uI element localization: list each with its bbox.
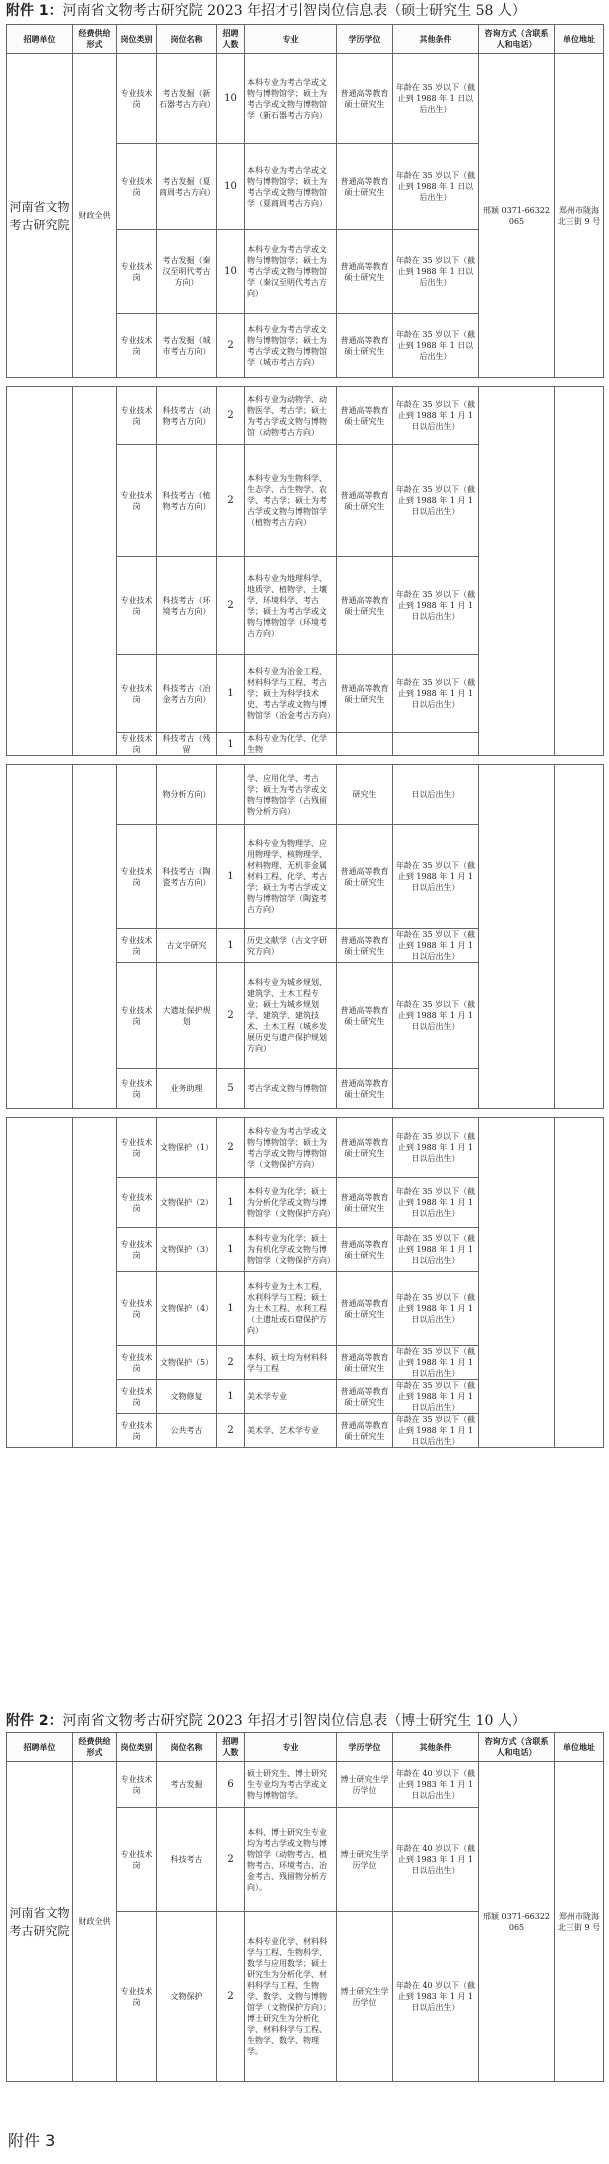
major-cell: 本科专业为考古学或文物与博物馆学；硕士为考古学或文物与博物馆学（新石器考古方向） (245, 54, 337, 144)
major-cell: 考古学或文物与博物馆 (245, 1069, 337, 1109)
position-name-cell: 科技考古（植物考古方向） (157, 445, 217, 557)
column-header: 经费供给形式 (73, 25, 117, 54)
major-cell: 本科专业为生物科学、生态学、古生物学、农学、考古学；硕士为考古学或文物与博物馆学（植物考古方向） (245, 445, 337, 557)
master-positions-table (6, 24, 604, 1448)
education-cell: 研究生 (337, 765, 393, 825)
appendix-label: 附件 1： (6, 3, 63, 19)
headcount-cell: 10 (217, 54, 245, 144)
education-cell: 普通高等教育硕士研究生 (337, 230, 393, 314)
conditions-cell: 年龄在 35 岁以下（截止到 1988 年 1 日以后出生） (393, 314, 479, 378)
address-cell (555, 765, 604, 1109)
position-name-cell: 考古发掘（夏商周考古方向） (157, 144, 217, 230)
page-break-gap (7, 1109, 604, 1118)
education-cell: 普通高等教育硕士研究生 (337, 963, 393, 1069)
address-cell (555, 1118, 604, 1448)
education-cell: 普通高等教育硕士研究生 (337, 1178, 393, 1228)
headcount-cell: 2 (217, 557, 245, 655)
major-cell: 本科专业为考古学或文物与博物馆学；硕士为考古学或文物与博物馆学（秦汉至明代考古方向） (245, 230, 337, 314)
conditions-cell: 年龄在 35 岁以下（截止到 1988 年 1 月 1 日以后出生） (393, 655, 479, 733)
headcount-cell: 2 (217, 1912, 245, 2082)
position-name-cell: 科技考古（动物考古方向） (157, 387, 217, 445)
contact-cell (479, 387, 555, 756)
headcount-cell: 5 (217, 1069, 245, 1109)
position-name-cell: 科技考古（冶金考古方向） (157, 655, 217, 733)
address-cell (555, 387, 604, 756)
education-cell: 博士研究生学历学位 (337, 1912, 393, 2082)
unit-name-cell (7, 765, 73, 1109)
position-category-cell: 专业技术岗 (117, 1380, 157, 1414)
headcount-cell: 1 (217, 1228, 245, 1272)
position-category-cell: 专业技术岗 (117, 929, 157, 963)
position-name-cell: 科技考古（陶瓷考古方向） (157, 825, 217, 929)
column-header: 单位地址 (555, 25, 604, 54)
appendix-label: 附件 2： (6, 1713, 63, 1729)
education-cell: 博士研究生学历学位 (337, 1808, 393, 1912)
headcount-cell: 2 (217, 963, 245, 1069)
funding-cell (73, 387, 117, 756)
page-break-cell (7, 756, 604, 765)
funding-cell: 财政全供 (73, 1762, 117, 2082)
major-cell: 本科专业为化学、化学生物 (245, 733, 337, 756)
position-name-cell: 文物保护 (157, 1912, 217, 2082)
position-category-cell: 专业技术岗 (117, 1228, 157, 1272)
major-cell: 历史文献学（古文字研究方向） (245, 929, 337, 963)
major-cell: 本科专业化学、材料科学与工程、生物科学、数学与应用数学；硕士研究生为分析化学、材料科学与工程、生物学、数学、文物与博物馆学（文物保护方向）；博士研究生为分析化学、材料科学与工程、生物学、数学、物理学。 (245, 1912, 337, 2082)
position-name-cell: 考古发掘 (157, 1762, 217, 1808)
conditions-cell: 年龄在 35 岁以下（截止到 1988 年 1 月 1 日以后出生） (393, 963, 479, 1069)
position-name-cell: 文物修复 (157, 1380, 217, 1414)
unit-name-cell (7, 387, 73, 756)
conditions-cell: 日以后出生） (393, 765, 479, 825)
page-break-cell (7, 378, 604, 387)
table-header-row (7, 1733, 604, 1762)
position-category-cell (117, 765, 157, 825)
position-name-cell: 考古发掘（城市考古方向） (157, 314, 217, 378)
headcount-cell: 10 (217, 144, 245, 230)
position-name-cell: 大遗址保护规划 (157, 963, 217, 1069)
conditions-cell: 年龄在 40 岁以下（截止到 1983 年 1 月 1 日以后出生） (393, 1912, 479, 2082)
education-cell: 普通高等教育硕士研究生 (337, 825, 393, 929)
position-category-cell: 专业技术岗 (117, 1762, 157, 1808)
conditions-cell: 年龄在 35 岁以下（截止到 1988 年 1 日以后出生） (393, 54, 479, 144)
appendix-title: 河南省文物考古研究院 2023 年招才引智岗位信息表（博士研究生 10 人） (62, 1713, 526, 1729)
position-name-cell: 文物保护（3） (157, 1228, 217, 1272)
position-category-cell: 专业技术岗 (117, 1118, 157, 1178)
headcount-cell: 2 (217, 1118, 245, 1178)
phd-positions-table (6, 1732, 604, 2082)
unit-name-cell: 河南省文物考古研究院 (7, 1762, 73, 2082)
conditions-cell: 年龄在 40 岁以下（截止到 1983 年 1 月 1 日以后出生） (393, 1808, 479, 1912)
conditions-cell: 年龄在 35 岁以下（截止到 1988 年 1 月 1 日以后出生） (393, 387, 479, 445)
education-cell: 普通高等教育硕士研究生 (337, 387, 393, 445)
major-cell: 硕士研究生、博士研究生专业均为考古学或文物与博物馆学。 (245, 1762, 337, 1808)
position-category-cell: 专业技术岗 (117, 1272, 157, 1346)
conditions-cell (393, 733, 479, 756)
position-category-cell: 专业技术岗 (117, 1178, 157, 1228)
headcount-cell: 1 (217, 1272, 245, 1346)
conditions-cell: 年龄在 35 岁以下（截止到 1988 年 1 月 1 日以后出生） (393, 1178, 479, 1228)
table-row (7, 387, 604, 445)
headcount-cell: 2 (217, 445, 245, 557)
page-break-gap (7, 756, 604, 765)
contact-cell: 邢颖 0371-66322065 (479, 1762, 555, 2082)
conditions-cell: 年龄在 35 岁以下（截止到 1988 年 1 月 1 日以后出生） (393, 1118, 479, 1178)
contact-cell (479, 1118, 555, 1448)
conditions-cell: 年龄在 35 岁以下（截止到 1988 年 1 月 1 日以后出生） (393, 1380, 479, 1414)
column-header: 学历学位 (337, 25, 393, 54)
position-category-cell: 专业技术岗 (117, 733, 157, 756)
position-name-cell: 物分析方向） (157, 765, 217, 825)
position-category-cell: 专业技术岗 (117, 1346, 157, 1380)
table-row (7, 1118, 604, 1178)
major-cell: 本科、博士研究生专业均为考古学或文物与博物馆学（动物考古、植物考古、环境考古、冶金考古、残留物分析方向）。 (245, 1808, 337, 1912)
headcount-cell: 2 (217, 1808, 245, 1912)
position-category-cell: 专业技术岗 (117, 54, 157, 144)
conditions-cell: 年龄在 35 岁以下（截止到 1988 年 1 月 1 日以后出生） (393, 1346, 479, 1380)
position-name-cell: 公共考古 (157, 1414, 217, 1448)
headcount-cell: 1 (217, 655, 245, 733)
position-category-cell: 专业技术岗 (117, 825, 157, 929)
table-row (7, 54, 604, 144)
table-row (7, 1762, 604, 1808)
column-header: 岗位类别 (117, 1733, 157, 1762)
major-cell: 学、应用化学、考古学；硕士为考古学或文物与博物馆学（古残留物分析方向） (245, 765, 337, 825)
major-cell: 美术学、艺术学专业 (245, 1414, 337, 1448)
table-row (7, 765, 604, 825)
headcount-cell: 10 (217, 230, 245, 314)
conditions-cell: 年龄在 35 岁以下（截止到 1988 年 1 日以后出生） (393, 144, 479, 230)
column-header: 岗位类别 (117, 25, 157, 54)
position-name-cell: 科技考古 (157, 1808, 217, 1912)
position-name-cell: 文物保护（2） (157, 1178, 217, 1228)
conditions-cell: 年龄在 35 岁以下（截止到 1988 年 1 月 1 日以后出生） (393, 1414, 479, 1448)
education-cell: 普通高等教育硕士研究生 (337, 929, 393, 963)
column-header: 单位地址 (555, 1733, 604, 1762)
column-header: 专业 (245, 1733, 337, 1762)
headcount-cell: 1 (217, 1178, 245, 1228)
address-cell: 郑州市陇海北三街 9 号 (555, 1762, 604, 2082)
column-header: 咨询方式（含联系人和电话） (479, 1733, 555, 1762)
appendix-title: 河南省文物考古研究院 2023 年招才引智岗位信息表（硕士研究生 58 人） (62, 3, 526, 19)
page-break-gap (7, 378, 604, 387)
column-header: 其他条件 (393, 25, 479, 54)
page-break-cell (7, 1109, 604, 1118)
headcount-cell: 1 (217, 825, 245, 929)
position-name-cell: 考古发掘（秦汉至明代考古方向） (157, 230, 217, 314)
education-cell: 普通高等教育硕士研究生 (337, 557, 393, 655)
headcount-cell (217, 765, 245, 825)
position-name-cell: 科技考古（环境考古方向） (157, 557, 217, 655)
contact-cell (479, 765, 555, 1109)
column-header: 经费供给形式 (73, 1733, 117, 1762)
conditions-cell: 年龄在 35 岁以下（截止到 1988 年 1 月 1 日以后出生） (393, 1272, 479, 1346)
major-cell: 本科专业为土木工程、水利科学与工程；硕士为土木工程、水利工程（土遗址或石窟保护方向） (245, 1272, 337, 1346)
position-category-cell: 专业技术岗 (117, 963, 157, 1069)
major-cell: 本科专业为动物学、动物医学、考古学；硕士为考古学或文物与博物馆（动物考古方向） (245, 387, 337, 445)
education-cell: 普通高等教育硕士研究生 (337, 54, 393, 144)
major-cell: 本科专业为考古学或文物与博物馆学；硕士为考古学或文物与博物馆学（文物保护方向） (245, 1118, 337, 1178)
education-cell: 普通高等教育硕士研究生 (337, 1228, 393, 1272)
column-header: 招聘人数 (217, 25, 245, 54)
position-name-cell: 考古发掘（新石器考古方向） (157, 54, 217, 144)
position-category-cell: 专业技术岗 (117, 1414, 157, 1448)
conditions-cell: 年龄在 35 岁以下（截止到 1988 年 1 月 1 日以后出生） (393, 825, 479, 929)
position-category-cell: 专业技术岗 (117, 1912, 157, 2082)
major-cell: 本科专业为化学；硕士为有机化学或文物与博物馆学（文物保护方向） (245, 1228, 337, 1272)
position-name-cell: 业务助理 (157, 1069, 217, 1109)
column-header: 其他条件 (393, 1733, 479, 1762)
position-category-cell: 专业技术岗 (117, 557, 157, 655)
unit-name-cell: 河南省文物考古研究院 (7, 54, 73, 378)
column-header: 咨询方式（含联系人和电话） (479, 25, 555, 54)
master-table-heading (6, 2, 526, 20)
position-name-cell: 文物保护（5） (157, 1346, 217, 1380)
conditions-cell: 年龄在 35 岁以下（截止到 1988 年 1 月 1 日以后出生） (393, 445, 479, 557)
major-cell: 本科专业为化学；硕士为分析化学或文物与博物馆学（文物保护方向） (245, 1178, 337, 1228)
conditions-cell: 年龄在 35 岁以下（截止到 1988 年 1 月 1 日以后出生） (393, 557, 479, 655)
contact-cell: 邢颖 0371-66322065 (479, 54, 555, 378)
conditions-cell: 年龄在 35 岁以下（截止到 1988 年 1 月 1 日以后出生） (393, 1228, 479, 1272)
headcount-cell: 1 (217, 733, 245, 756)
headcount-cell: 2 (217, 1414, 245, 1448)
education-cell: 普通高等教育硕士研究生 (337, 314, 393, 378)
position-category-cell: 专业技术岗 (117, 387, 157, 445)
column-header: 学历学位 (337, 1733, 393, 1762)
major-cell: 本科、硕士均为材料科学与工程 (245, 1346, 337, 1380)
column-header: 专业 (245, 25, 337, 54)
table-header-row (7, 25, 604, 54)
major-cell: 本科专业为考古学或文物与博物馆学；硕士为考古学或文物与博物馆学（夏商周考古方向） (245, 144, 337, 230)
education-cell: 普通高等教育硕士研究生 (337, 1346, 393, 1380)
position-name-cell: 文物保护（1） (157, 1118, 217, 1178)
education-cell: 普通高等教育硕士研究生 (337, 445, 393, 557)
position-name-cell: 古文字研究 (157, 929, 217, 963)
major-cell: 本科专业为考古学或文物与博物馆学；硕士为考古学或文物与博物馆学（城市考古方向） (245, 314, 337, 378)
headcount-cell: 1 (217, 1380, 245, 1414)
education-cell: 博士研究生学历学位 (337, 1762, 393, 1808)
column-header: 岗位名称 (157, 25, 217, 54)
education-cell: 普通高等教育硕士研究生 (337, 1380, 393, 1414)
position-category-cell: 专业技术岗 (117, 230, 157, 314)
major-cell: 本科专业为冶金工程、材料科学与工程、考古学；硕士为科学技术史、考古学或文物与博物馆学（冶金考古方向） (245, 655, 337, 733)
position-category-cell: 专业技术岗 (117, 655, 157, 733)
headcount-cell: 1 (217, 929, 245, 963)
headcount-cell: 2 (217, 387, 245, 445)
funding-cell (73, 1118, 117, 1448)
column-header: 招聘单位 (7, 1733, 73, 1762)
phd-table-heading (6, 1712, 526, 1730)
education-cell: 普通高等教育硕士研究生 (337, 655, 393, 733)
conditions-cell: 年龄在 35 岁以下（截止到 1988 年 1 日以后出生） (393, 230, 479, 314)
conditions-cell (393, 1069, 479, 1109)
column-header: 招聘人数 (217, 1733, 245, 1762)
position-category-cell: 专业技术岗 (117, 144, 157, 230)
conditions-cell: 年龄在 40 岁以下（截止到 1983 年 1 月 1 日以后出生） (393, 1762, 479, 1808)
unit-name-cell (7, 1118, 73, 1448)
position-category-cell: 专业技术岗 (117, 314, 157, 378)
major-cell: 本科专业为物理学、应用物理学、核物理学、材料物理、无机非金属材料工程、化学、考古学；硕士为考古学或文物与博物馆学（陶瓷考古方向） (245, 825, 337, 929)
headcount-cell: 6 (217, 1762, 245, 1808)
education-cell: 普通高等教育硕士研究生 (337, 1414, 393, 1448)
major-cell: 美术学专业 (245, 1380, 337, 1414)
education-cell (337, 733, 393, 756)
position-name-cell: 科技考古（残留 (157, 733, 217, 756)
column-header: 岗位名称 (157, 1733, 217, 1762)
education-cell: 普通高等教育硕士研究生 (337, 1118, 393, 1178)
footer-appendix-label: 附件 3 (8, 2131, 56, 2150)
column-header: 招聘单位 (7, 25, 73, 54)
headcount-cell: 2 (217, 1346, 245, 1380)
conditions-cell: 年龄在 35 岁以下（截止到 1988 年 1 月 1 日以后出生） (393, 929, 479, 963)
education-cell: 普通高等教育硕士研究生 (337, 1272, 393, 1346)
major-cell: 本科专业为地理科学、地质学、植物学、土壤学、环境科学、考古学；硕士为考古学或文物与博物馆学（环境考古方向） (245, 557, 337, 655)
position-category-cell: 专业技术岗 (117, 1808, 157, 1912)
headcount-cell: 2 (217, 314, 245, 378)
position-category-cell: 专业技术岗 (117, 445, 157, 557)
funding-cell: 财政全供 (73, 54, 117, 378)
funding-cell (73, 765, 117, 1109)
position-category-cell: 专业技术岗 (117, 1069, 157, 1109)
education-cell: 普通高等教育硕士研究生 (337, 144, 393, 230)
position-name-cell: 文物保护（4） (157, 1272, 217, 1346)
major-cell: 本科专业为城乡规划、建筑学、土木工程专业；硕士为城乡规划学、建筑学、建筑技术、土木工程（城乡发展历史与遗产保护规划方向） (245, 963, 337, 1069)
education-cell: 普通高等教育硕士研究生 (337, 1069, 393, 1109)
address-cell: 郑州市陇海北三街 9 号 (555, 54, 604, 378)
